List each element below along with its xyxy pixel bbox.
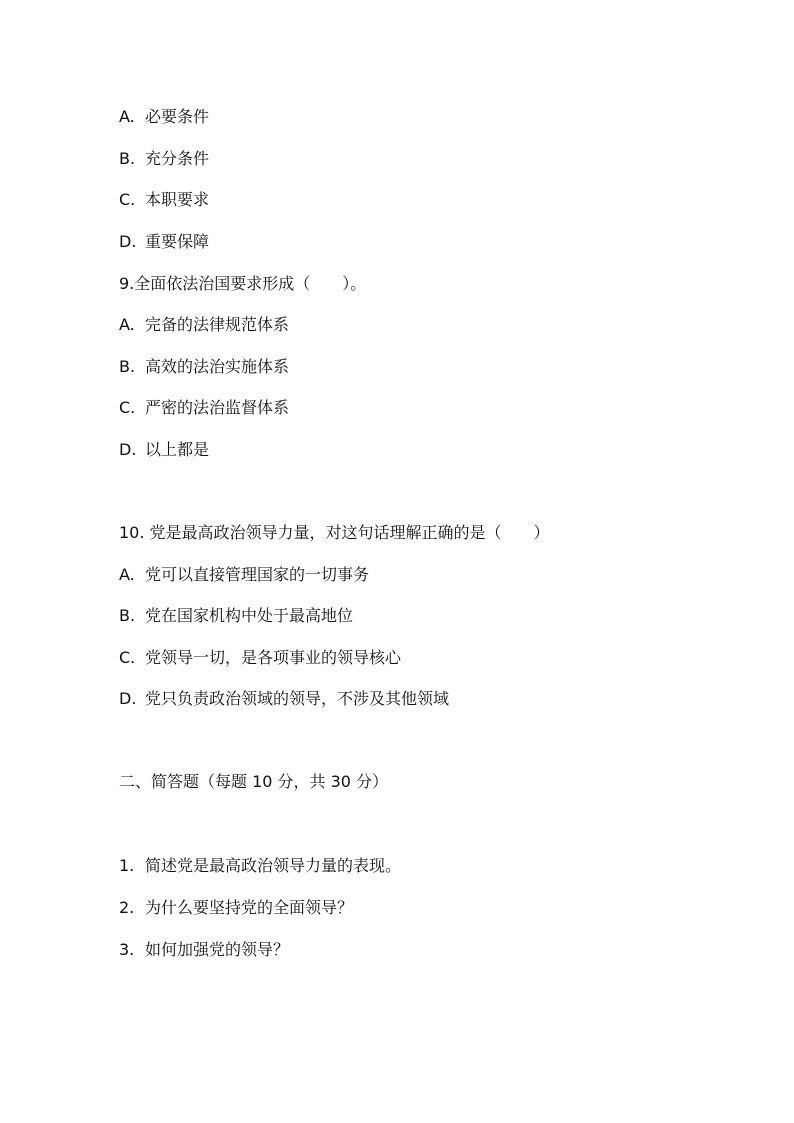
q9-option-c [119, 398, 289, 418]
option-text: 党在国家机构中处于最高地位 [145, 606, 354, 625]
question-text: 为什么要坚持党的全面领导？ [145, 898, 354, 917]
option-letter: A. [119, 107, 135, 126]
q9-option-b [119, 357, 289, 377]
option-text: 高效的法治实施体系 [145, 357, 290, 376]
question-text: 简述党是最高政治领导力量的表现。 [145, 856, 402, 875]
q8-option-b [119, 149, 209, 169]
q8-option-d [119, 232, 209, 252]
option-text: 必要条件 [145, 107, 210, 126]
short-question-2 [119, 898, 353, 918]
option-letter: A. [119, 315, 135, 334]
q10-option-d [119, 689, 449, 709]
short-question-1 [119, 856, 401, 876]
question-number: 2. [119, 898, 135, 917]
option-text: 完备的法律规范体系 [145, 315, 290, 334]
option-letter: B. [119, 357, 136, 376]
option-letter: D. [119, 440, 137, 459]
short-question-3 [119, 940, 289, 960]
option-letter: C. [119, 398, 136, 417]
option-text: 重要保障 [145, 232, 210, 251]
section-heading: 二、简答题（每题 10 分，共 30 分） [119, 772, 389, 791]
q9-stem: 9.全面依法治国要求形成（ ）。 [119, 274, 367, 293]
q9-option-a [119, 315, 289, 335]
option-text: 党领导一切，是各项事业的领导核心 [145, 648, 402, 667]
option-text: 党可以直接管理国家的一切事务 [145, 565, 370, 584]
q9-option-d [119, 440, 209, 460]
option-letter: C. [119, 648, 136, 667]
option-text: 党只负责政治领域的领导，不涉及其他领域 [145, 689, 450, 708]
option-text: 严密的法治监督体系 [145, 398, 290, 417]
option-text: 充分条件 [145, 149, 210, 168]
question-number: 1. [119, 856, 135, 875]
option-letter: D. [119, 689, 137, 708]
q8-option-a [119, 107, 209, 127]
option-letter: C. [119, 190, 136, 209]
question-number: 3. [119, 940, 135, 959]
q8-option-c [119, 190, 209, 210]
q10-option-c [119, 648, 401, 668]
option-letter: D. [119, 232, 137, 251]
option-letter: B. [119, 149, 136, 168]
q10-option-a [119, 565, 369, 585]
question-text: 如何加强党的领导？ [145, 940, 290, 959]
option-text: 本职要求 [145, 190, 210, 209]
option-text: 以上都是 [145, 440, 210, 459]
option-letter: A. [119, 565, 135, 584]
option-letter: B. [119, 606, 136, 625]
q10-option-b [119, 606, 353, 626]
q10-stem: 10. 党是最高政治领导力量，对这句话理解正确的是（ ） [119, 523, 550, 542]
